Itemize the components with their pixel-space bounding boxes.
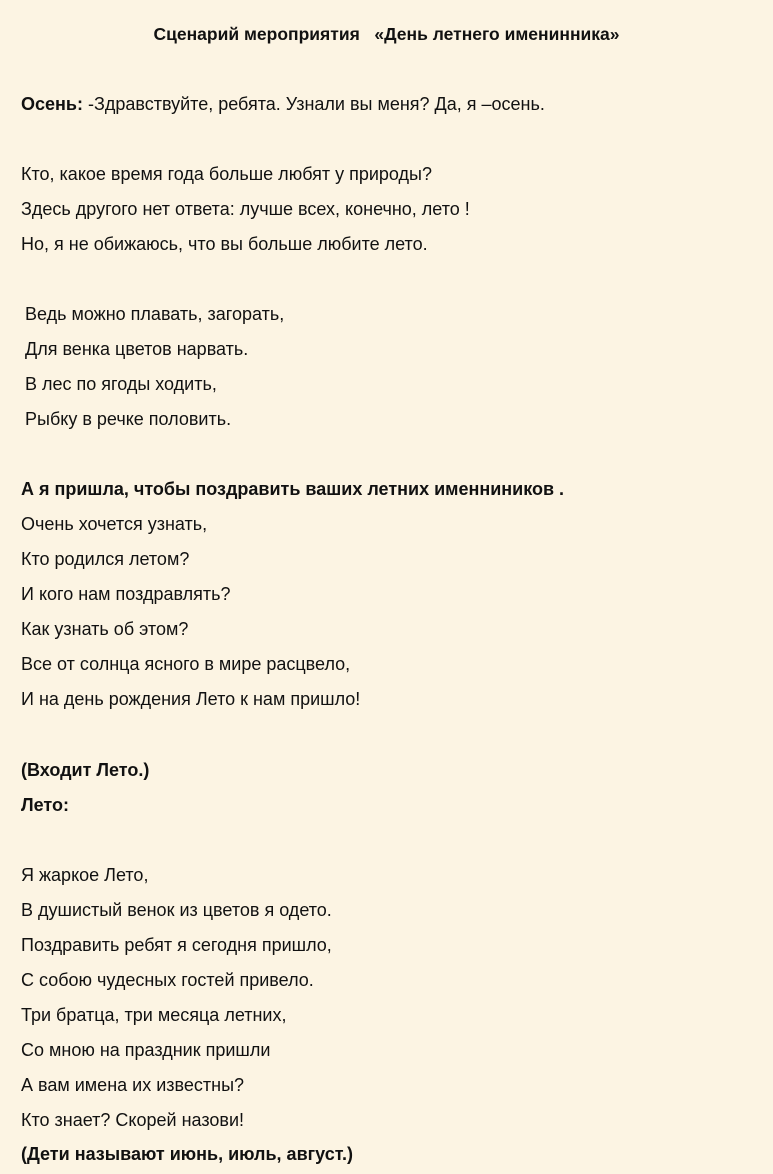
intro-text: -Здравствуйте, ребята. Узнали вы меня? Да, я –осень. [82, 94, 545, 114]
stanza4-line: В душистый венок из цветов я одето. [21, 900, 332, 920]
document-title: Сценарий мероприятия «День летнего именинника» [153, 24, 620, 44]
stanza2-line: Ведь можно плавать, загорать, [25, 304, 285, 324]
stanza3-line: Как узнать об этом? [21, 619, 189, 639]
stanza3-line: И на день рождения Лето к нам пришло! [21, 689, 361, 709]
stanza4-line: Со мною на праздник пришли [21, 1040, 271, 1060]
stanza3-line: И кого нам поздравлять? [21, 584, 231, 604]
stanza2-line: В лес по ягоды ходить, [25, 374, 217, 394]
stanza4-line: С собою чудесных гостей привело. [21, 970, 314, 990]
stage-direction: (Входит Лето.) [21, 760, 150, 780]
stanza1-line: Здесь другого нет ответа: лучше всех, конечно, лето ! [21, 199, 470, 219]
stanza4-line: Я жаркое Лето, [21, 865, 149, 885]
stanza4-line: Три братца, три месяца летних, [21, 1005, 287, 1025]
stanza3-line: Очень хочется узнать, [21, 514, 208, 534]
stanza3-line: Все от солнца ясного в мире расцвело, [21, 654, 351, 674]
stanza2-line: Рыбку в речке половить. [25, 409, 232, 429]
stanza4-line: А вам имена их известны? [21, 1075, 245, 1095]
stanza3-line: Кто родился летом? [21, 549, 190, 569]
greeting-bold: А я пришла, чтобы поздравить ваших летних именниников . [21, 479, 565, 499]
stanza4-line: Кто знает? Скорей назови! [21, 1110, 245, 1130]
speaker-autumn: Осень: [21, 94, 83, 114]
stanza1-line: Кто, какое время года больше любят у природы? [21, 164, 432, 184]
speaker-summer: Лето: [21, 795, 69, 815]
stanza4-line: Поздравить ребят я сегодня пришло, [21, 935, 332, 955]
stage-direction: (Дети называют июнь, июль, август.) [21, 1144, 353, 1164]
stanza1-line: Но, я не обижаюсь, что вы больше любите лето. [21, 234, 428, 254]
intro-line [21, 92, 545, 116]
stanza2-line: Для венка цветов нарвать. [25, 339, 249, 359]
